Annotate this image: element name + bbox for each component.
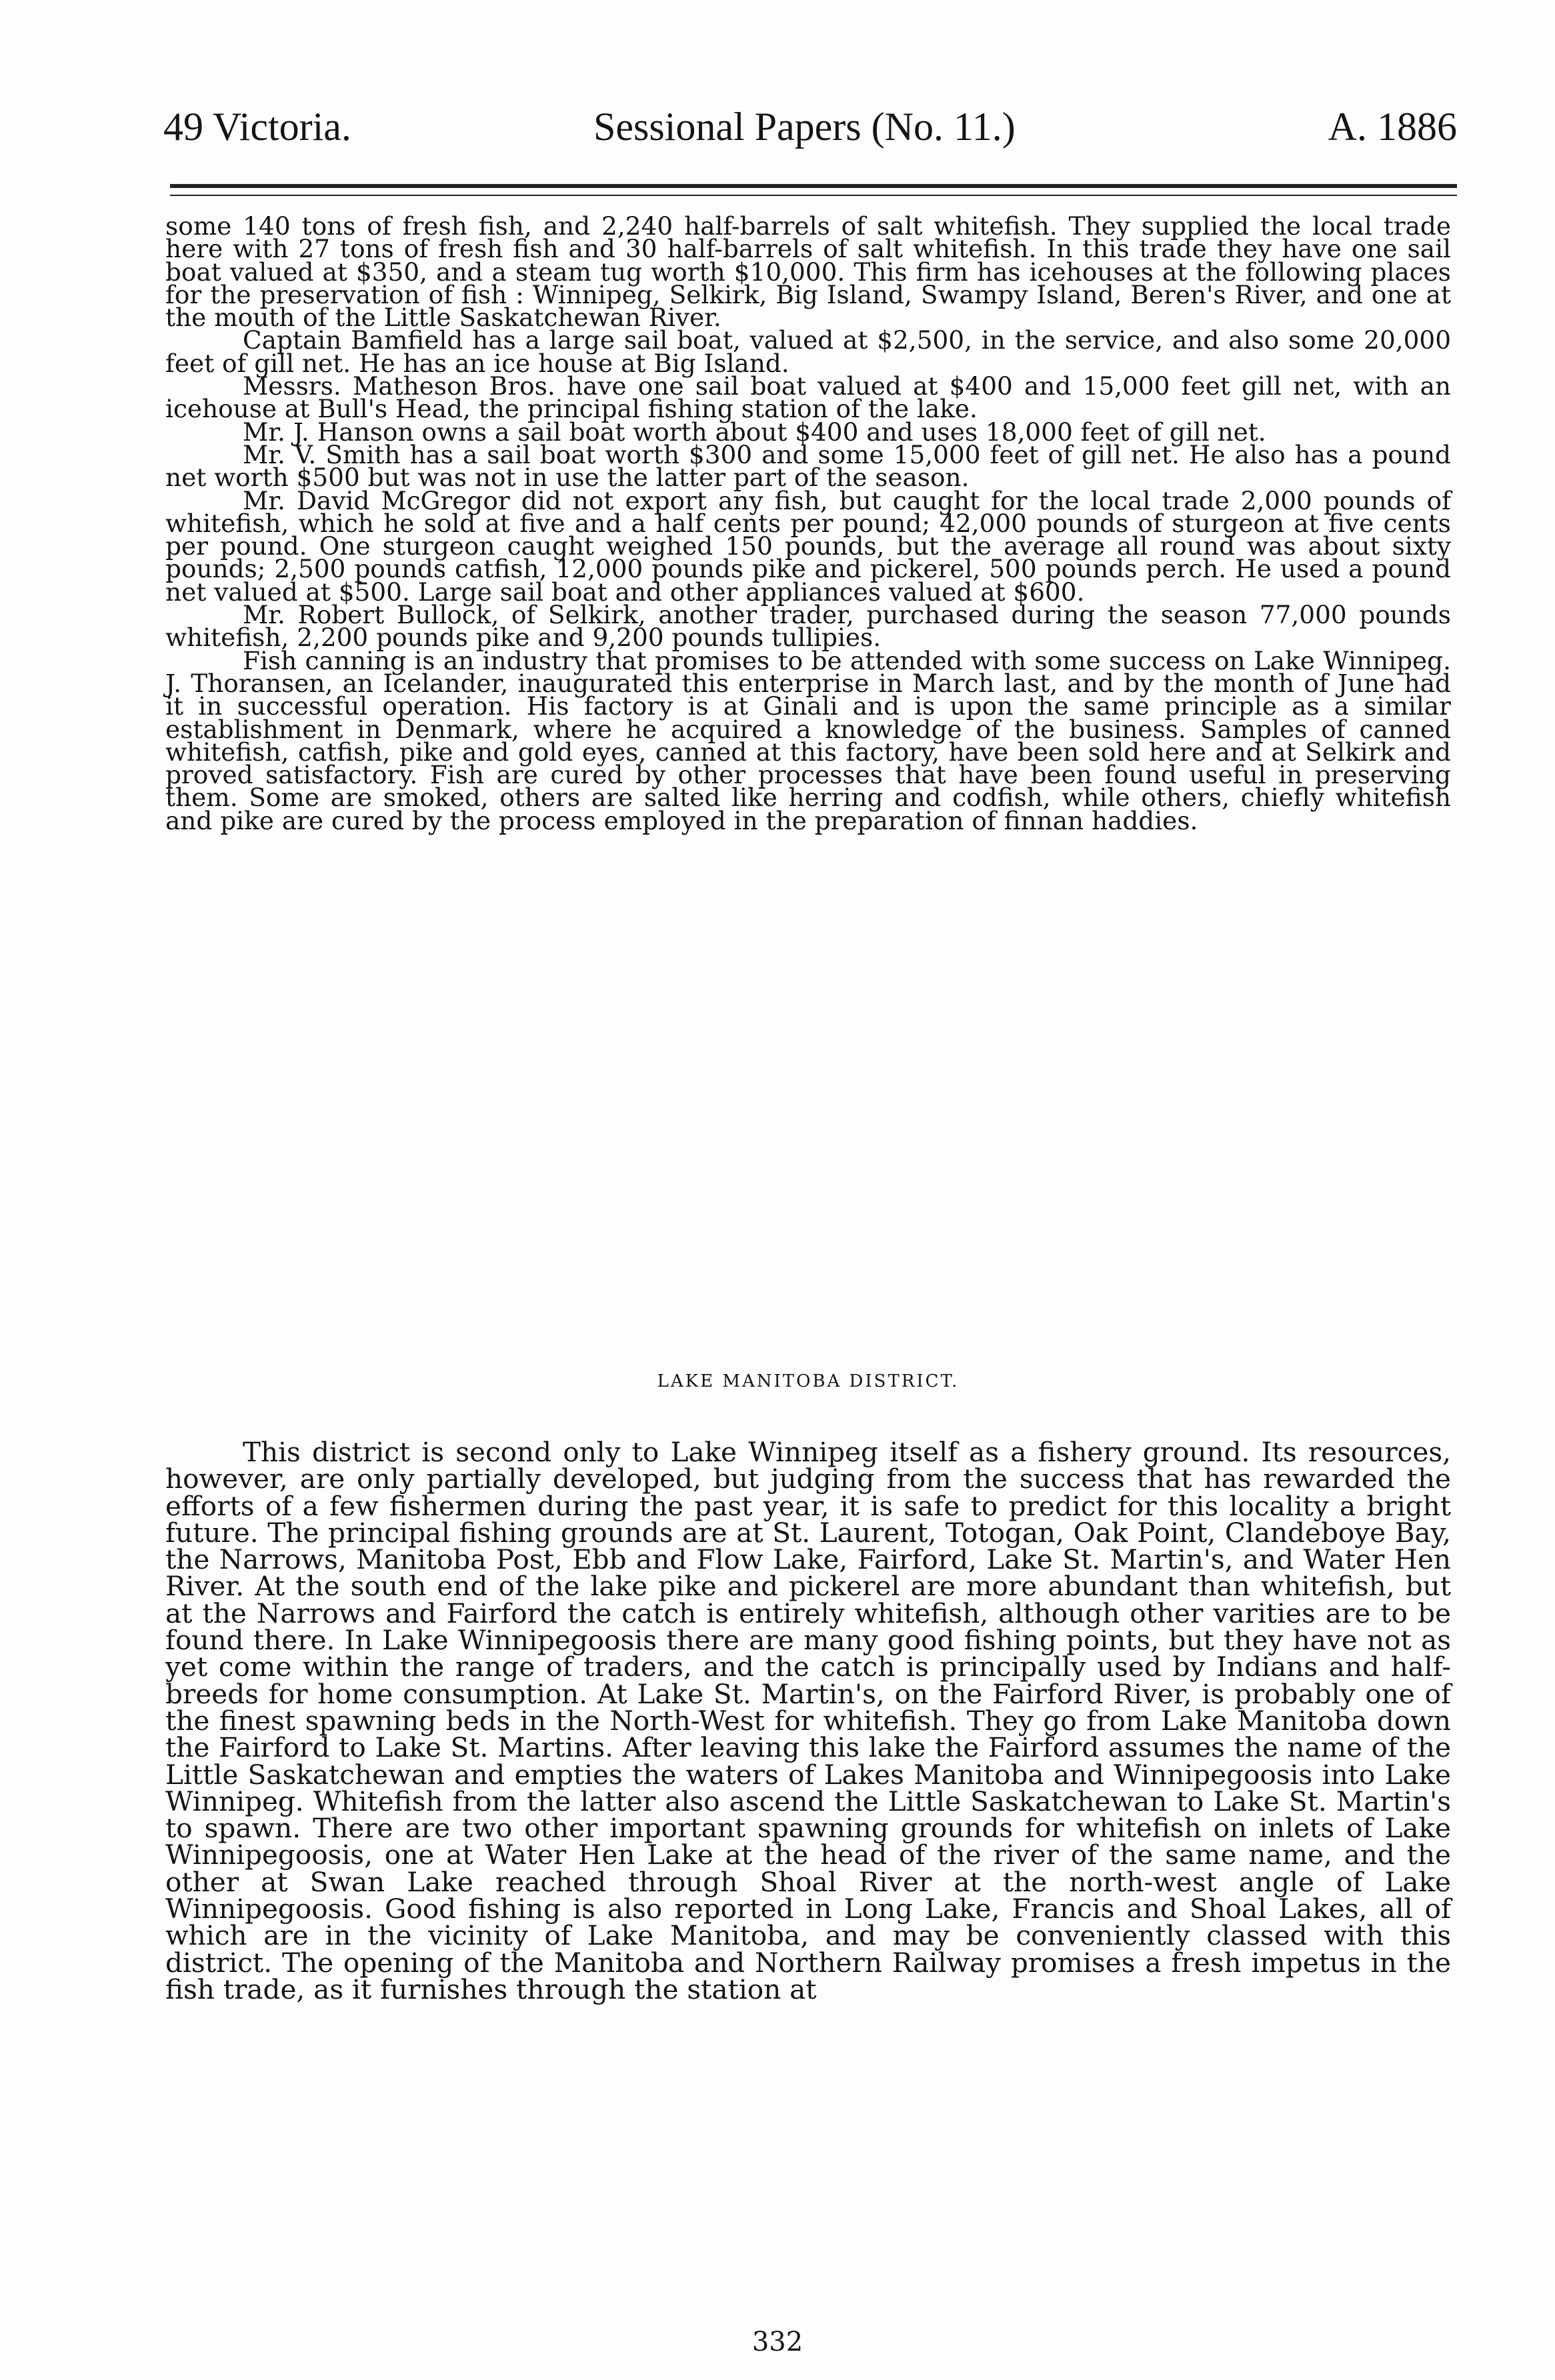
paragraph: Mr. David McGregor did not export any fish, but caught for the local trade 2,000 pounds of whitefish, which he sold at five and a half cents per pound; 42,000 pounds of sturgeon at five cents per pound. One sturgeon caught weighed 150 pounds, but the average all round was about sixty pounds; 2,500 pounds catfish, 12,000 pounds pike and pickerel, 500 pounds perch. He used a pound net valued at $500. Large sail boat and other appliances valued at $600.	[165, 485, 1451, 607]
paragraph: Captain Bamfield has a large sail boat, valued at $2,500, in the service, and also some 20,000 feet of gill net. He has an ice house at Big Island.	[165, 325, 1451, 378]
header-rule-thin	[170, 195, 1457, 196]
running-header	[163, 100, 1457, 153]
paragraph: This district is second only to Lake Winnipeg itself as a fishery ground. Its resources, however, are only partially developed, but judging from the success that has rewarded the efforts of a few fishermen during the past year, it is safe to predict for this locality a bright future. The principal fishing grounds are at St. Laurent, Totogan, Oak Point, Clandeboye Bay, the Narrows, Manitoba Post, Ebb and Flow Lake, Fairford, Lake St. Martin's, and Water Hen River. At the south end of the lake pike and pickerel are more abundant than whitefish, but at the Narrows and Fairford the catch is entirely whitefish, although other varities are to be found there. In Lake Winnipegoosis there are many good fishing points, but they have not as yet come within the range of traders, and the catch is principally used by Indians and half-breeds for home consumption. At Lake St. Martin's, on the Fairford River, is probably one of the finest spawning beds in the North-West for whitefish. They go from Lake Manitoba down the Fairford to Lake St. Martins. After leaving this lake the Fairford assumes the name of the Little Saskatchewan and empties the waters of Lakes Manitoba and Winnipegoosis into Lake Winnipeg. Whitefish from the latter also ascend the Little Saskatchewan to Lake St. Martin's to spawn. There are two other important spawning grounds for whitefish on inlets of Lake Winnipegoosis, one at Water Hen Lake at the head of the river of the same name, and the other at Swan Lake reached through Shoal River at the north-west angle of Lake Winnipegoosis. Good fishing is also reported in Long Lake, Francis and Shoal Lakes, all of which are in the vicinity of Lake Manitoba, and may be conveniently classed with this district. The opening of the Manitoba and Northern Railway promises a fresh impetus in the fish trade, as it furnishes through the station at	[165, 1436, 1451, 2005]
paragraph: Mr. V. Smith has a sail boat worth $300 and some 15,000 feet of gill net. He also has a pound net worth $500 but was not in use the latter part of the season.	[165, 439, 1451, 493]
page-number: 332	[751, 2327, 804, 2357]
lake-manitoba-section	[165, 1436, 1451, 2005]
header-volume: 49 Victoria.	[163, 105, 351, 149]
paragraph: some 140 tons of fresh fish, and 2,240 half-barrels of salt whitefish. They supplied the local trade here with 27 tons of fresh fish and 30 half-barrels of salt whitefish. In this trade they have one sail boat valued at $350, and a steam tug worth $10,000. This firm has icehouses at the following places for the preservation of fish : Winnipeg, Selkirk, Big Island, Swampy Island, Beren's River, and one at the mouth of the Little Saskatchewan River.	[165, 211, 1451, 333]
header-title: Sessional Papers (No. 11.)	[593, 105, 1016, 149]
section-heading: LAKE MANITOBA DISTRICT.	[657, 1371, 960, 1391]
header-rule-thick	[170, 184, 1457, 188]
paragraph: Fish canning is an industry that promises to be attended with some success on Lake Winnipeg. J. Thoransen, an Icelander, inaugurated this enterprise in March last, and by the month of June had it in successful operation. His factory is at Ginali and is upon the same principle as a similar establishment in Denmark, where he acquired a knowledge of the business. Samples of canned whitefish, catfish, pike and gold eyes, canned at this factory, have been sold here and at Selkirk and proved satisfactory. Fish are cured by other processes that have been found useful in preserving them. Some are smoked, others are salted like herring and codfish, while others, chiefly whitefish and pike are cured by the process employed in the preparation of finnan haddies.	[165, 645, 1451, 835]
lake-winnipeg-section	[165, 211, 1451, 835]
paragraph: Messrs. Matheson Bros. have one sail boat valued at $400 and 15,000 feet gill net, with an icehouse at Bull's Head, the principal fishing station of the lake.	[165, 371, 1451, 424]
header-year: A. 1886	[1328, 105, 1457, 149]
paragraph: Mr. J. Hanson owns a sail boat worth about $400 and uses 18,000 feet of gill net.	[243, 417, 1266, 447]
paragraph: Mr. Robert Bullock, of Selkirk, another trader, purchased during the season 77,000 pounds whitefish, 2,200 pounds pike and 9,200 pounds tullipies.	[165, 600, 1451, 653]
